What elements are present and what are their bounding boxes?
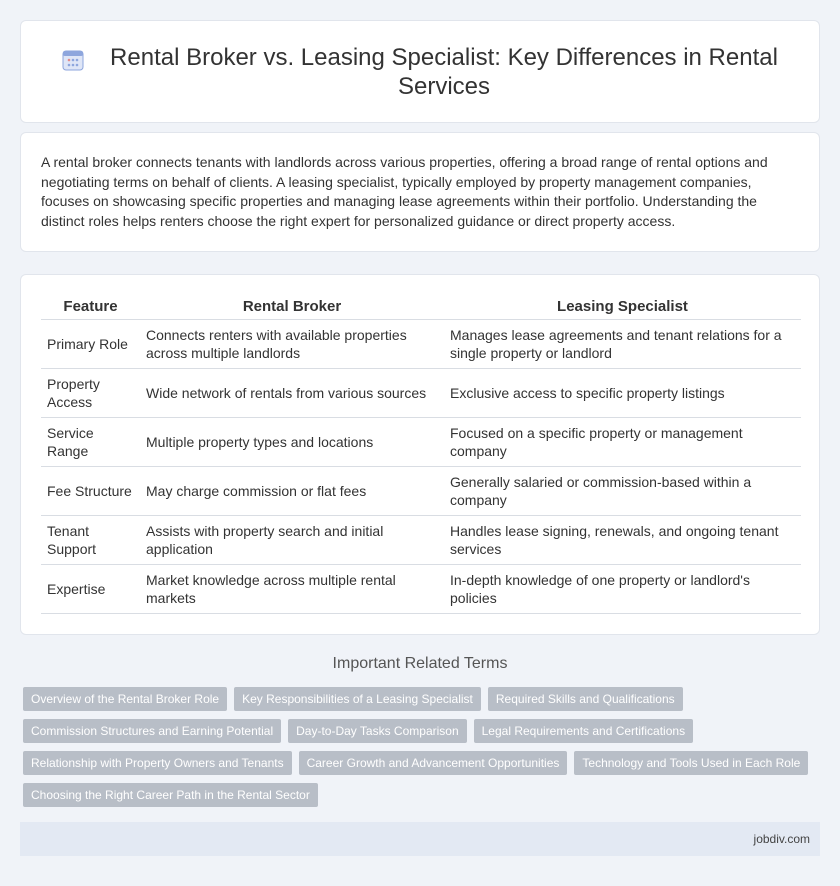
footer-site-link[interactable]: jobdiv.com [753,832,810,846]
related-term-link[interactable]: Career Growth and Advancement Opportunities [299,751,568,775]
rental-broker-cell: May charge commission or flat fees [140,466,444,515]
related-term-link[interactable]: Legal Requirements and Certifications [474,719,693,743]
comparison-table [41,295,801,614]
related-term-link[interactable]: Day-to-Day Tasks Comparison [288,719,467,743]
leasing-specialist-cell: In-depth knowledge of one property or landlord's policies [444,564,801,613]
header-card [20,20,820,123]
related-term-link[interactable]: Key Responsibilities of a Leasing Specialist [234,687,481,711]
table-row [41,466,801,515]
table-row [41,515,801,564]
table-row [41,368,801,417]
related-term-link[interactable]: Relationship with Property Owners and Tenants [23,751,292,775]
intro-text: A rental broker connects tenants with landlords across various properties, offering a broad range of rental options and negotiating terms on behalf of clients. A leasing specialist, typically employed by property management companies, focuses on showcasing specific properties and managing lease agreements within their portfolio. Understanding the distinct roles helps renters choose the right expert for personalized guidance or direct property access. [41,154,768,229]
rental-broker-cell: Market knowledge across multiple rental markets [140,564,444,613]
table-row [41,564,801,613]
related-term-link[interactable]: Choosing the Right Career Path in the Rental Sector [23,783,318,807]
feature-cell: Expertise [41,564,140,613]
leasing-specialist-cell: Generally salaried or commission-based within a company [444,466,801,515]
table-row [41,319,801,368]
rental-broker-cell: Multiple property types and locations [140,417,444,466]
feature-cell: Service Range [41,417,140,466]
feature-cell: Property Access [41,368,140,417]
table-row [41,417,801,466]
rental-broker-cell: Wide network of rentals from various sources [140,368,444,417]
feature-cell: Fee Structure [41,466,140,515]
related-term-link[interactable]: Commission Structures and Earning Potential [23,719,281,743]
leasing-specialist-cell: Handles lease signing, renewals, and ongoing tenant services [444,515,801,564]
table-header-row [41,295,801,319]
calendar-icon [60,47,86,73]
related-term-link[interactable]: Overview of the Rental Broker Role [23,687,227,711]
column-header-leasing-specialist: Leasing Specialist [444,295,801,319]
feature-cell: Tenant Support [41,515,140,564]
column-header-feature: Feature [41,295,140,319]
rental-broker-cell: Assists with property search and initial application [140,515,444,564]
leasing-specialist-cell: Exclusive access to specific property listings [444,368,801,417]
related-term-link[interactable]: Required Skills and Qualifications [488,687,683,711]
column-header-rental-broker: Rental Broker [140,295,444,319]
page-title: Rental Broker vs. Leasing Specialist: Key Differences in Rental Services [110,43,778,100]
rental-broker-cell: Connects renters with available properties across multiple landlords [140,319,444,368]
related-terms-list [23,687,813,807]
related-term-link[interactable]: Technology and Tools Used in Each Role [574,751,808,775]
leasing-specialist-cell: Focused on a specific property or management company [444,417,801,466]
comparison-table-card [20,274,820,635]
related-terms-heading: Important Related Terms [332,655,508,672]
leasing-specialist-cell: Manages lease agreements and tenant relations for a single property or landlord [444,319,801,368]
feature-cell: Primary Role [41,319,140,368]
intro-card [20,132,820,252]
footer [20,822,820,856]
